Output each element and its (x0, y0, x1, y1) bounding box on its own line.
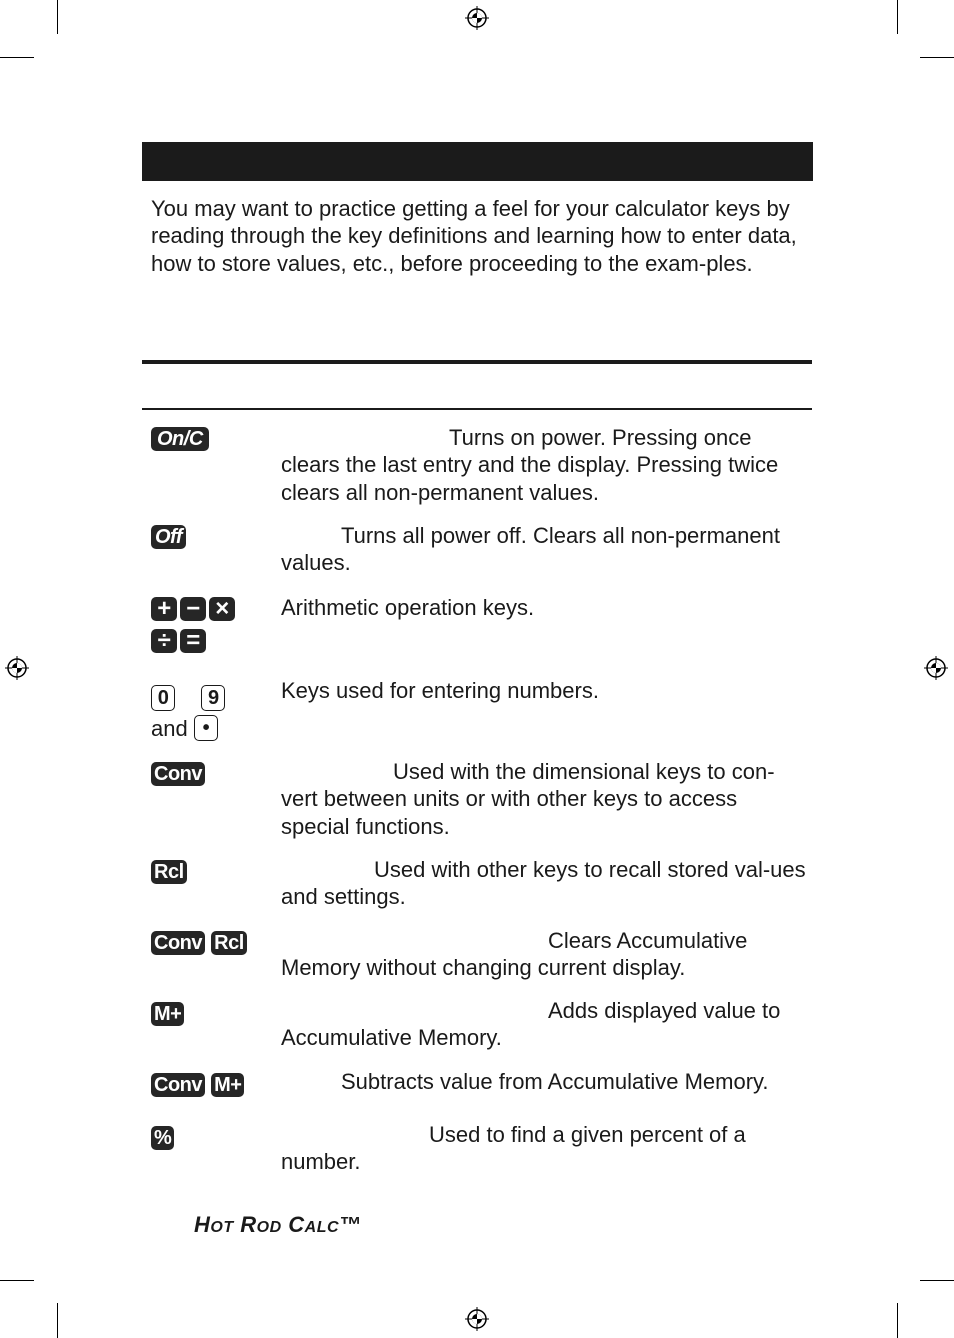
key-description (281, 997, 811, 1052)
description-text: Turns on power. Pressing once clears the last entry and the display. Pressing twice clears all non-permanent values. (281, 425, 779, 505)
description-text: Clears Accumulative Memory without changing current display. (281, 928, 748, 981)
rcl-key: Rcl (211, 931, 247, 955)
rcl-key: Rcl (151, 860, 187, 884)
key-column (151, 762, 276, 790)
conv-key: Conv (151, 931, 205, 955)
section-divider (142, 360, 812, 364)
description-text: Used with other keys to recall stored val-ues and settings. (281, 857, 806, 910)
crop-mark (0, 1280, 34, 1281)
and-label: and (151, 716, 188, 741)
key-column (151, 1073, 276, 1101)
key-column (151, 1126, 276, 1154)
nine-key: 9 (201, 685, 225, 711)
registration-mark-icon (465, 1307, 489, 1331)
decimal-key: • (194, 715, 218, 741)
description-text: Keys used for entering numbers. (281, 678, 599, 703)
on-clear-key: On/C (151, 427, 209, 451)
multiply-key: × (209, 597, 235, 621)
key-column (151, 427, 276, 455)
conv-key: Conv (151, 762, 205, 786)
memory-plus-key: M+ (151, 1002, 184, 1026)
equals-key: = (180, 629, 206, 653)
key-description (281, 1121, 811, 1176)
footer-title: HOT ROD CALC™ (194, 1212, 362, 1237)
divide-key: ÷ (151, 629, 177, 653)
key-description (281, 424, 811, 506)
key-column (151, 931, 276, 959)
key-column (151, 685, 276, 743)
description-text: Subtracts value from Accumulative Memory. (341, 1069, 769, 1094)
registration-mark-icon (465, 6, 489, 30)
registration-mark-icon (924, 656, 948, 680)
conv-key: Conv (151, 1073, 205, 1097)
section-header-bar (142, 142, 813, 181)
table-header-divider (142, 408, 812, 410)
key-description (281, 758, 811, 840)
memory-plus-key: M+ (211, 1073, 244, 1097)
description-text: Turns all power off. Clears all non-permanent values. (281, 523, 780, 576)
crop-mark (57, 1303, 58, 1338)
crop-mark (897, 1303, 898, 1338)
crop-mark (897, 0, 898, 34)
plus-key: + (151, 597, 177, 621)
key-description (281, 677, 811, 704)
description-text: Used to find a given percent of a number. (281, 1122, 746, 1175)
crop-mark (57, 0, 58, 34)
intro-paragraph: You may want to practice getting a feel for your calculator keys by reading through the key definitions and learning how to enter data, how to store values, etc., before proceeding to the exam-ples. (151, 196, 797, 276)
key-description (281, 522, 811, 577)
key-description (281, 1068, 811, 1095)
crop-mark (920, 1280, 954, 1281)
key-description (281, 927, 811, 982)
key-column (151, 597, 276, 659)
key-description (281, 856, 811, 911)
key-description (281, 594, 811, 621)
key-column (151, 860, 276, 888)
zero-key: 0 (151, 685, 175, 711)
minus-key: − (180, 597, 206, 621)
percent-key: % (151, 1126, 174, 1150)
key-column (151, 1002, 276, 1030)
crop-mark (0, 57, 34, 58)
registration-mark-icon (5, 656, 29, 680)
key-column (151, 525, 276, 553)
off-key: Off (151, 525, 186, 549)
crop-mark (920, 57, 954, 58)
description-text: Arithmetic operation keys. (281, 595, 535, 620)
description-text: Adds displayed value to Accumulative Memory. (281, 998, 781, 1051)
description-text: Used with the dimensional keys to con-vert between units or with other keys to access special functions. (281, 759, 775, 839)
